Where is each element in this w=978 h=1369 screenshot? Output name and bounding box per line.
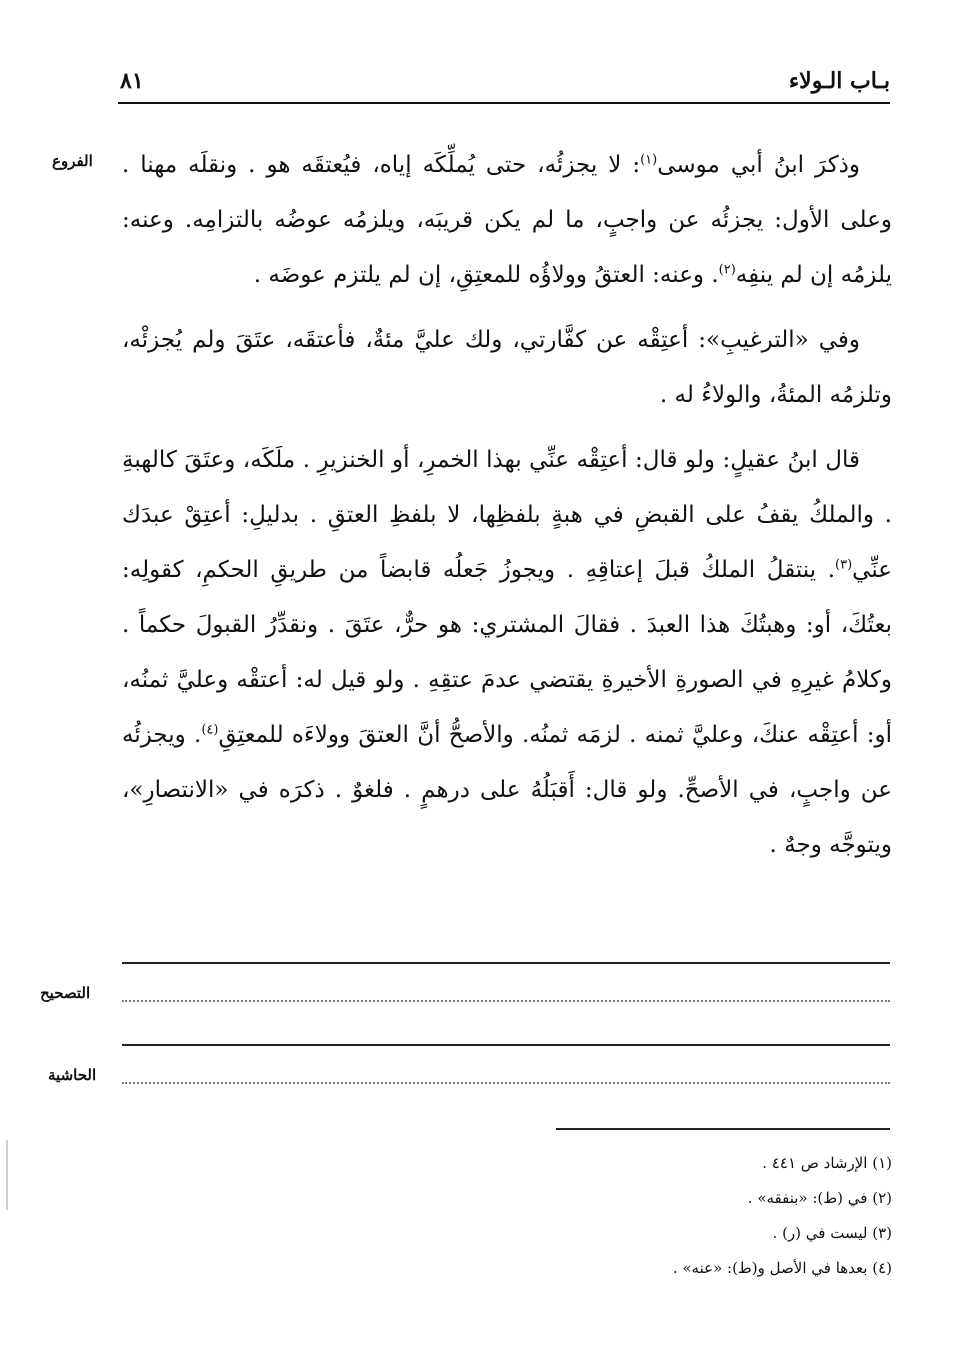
page-number: ٨١ xyxy=(120,68,144,94)
correction-dotted-line xyxy=(122,1000,890,1002)
page-edge-mark xyxy=(6,1140,8,1210)
footnote-2: (٢) في (ط): «بنفقه» . xyxy=(747,1189,892,1207)
header-rule xyxy=(118,102,890,104)
footnote-marker-1[interactable]: (١) xyxy=(640,152,658,168)
paragraph-1 xyxy=(122,138,892,303)
footnote-marker-2[interactable]: (٢) xyxy=(718,262,736,278)
paragraph-3-text-2: . ينتقلُ الملكُ قبلَ إعتاقِهِ . ويجوزُ جَعلُه قابضاً من طريقِ الحكمِ، كقولِه: بعتُكَ، أو: وهبتُكَ هذا العبدَ . فقالَ المشتري: هو حرٌّ، عتَقَ . ونقدِّرُ القبولَ حكماً . وكلامُ غيرِهِ في الصورةِ الأخيرةِ يقتضي عدمَ عتقِهِ . ولو قيل له: أعتقْه وعليَّ ثمنُه، أو: أعتِقْه عنكَ، وعليَّ ثمنه . لزمَه ثمنُه. والأصحُّ أنَّ العتقَ وولاءَه للمعتِقِ xyxy=(122,557,892,748)
footnotes xyxy=(492,1146,892,1286)
chapter-title: بـاب الـولاء xyxy=(788,68,890,94)
paragraph-3 xyxy=(122,433,892,873)
paragraph-1-text-2: : لا يجزئُه، حتى يُملِّكَه إياه، فيُعتقَه هو . ونقلَه مهنا . وعلى الأول: يجزئُه عن واجبٍ، ما لم يكن قريبَه، ويلزمُه عوضُه بالتزامِه. وعنه: يلزمُه إن لم ينفِه xyxy=(122,152,892,288)
annotation-top-rule xyxy=(122,1044,890,1046)
margin-label-branches: الفروع xyxy=(52,152,93,170)
footnote-marker-4[interactable]: (٤) xyxy=(201,722,219,738)
footnote-separator xyxy=(556,1128,890,1130)
footnote-4: (٤) بعدها في الأصل و(ط): «عنه» . xyxy=(672,1259,892,1277)
margin-label-correction: التصحيح xyxy=(40,984,91,1002)
running-header xyxy=(118,68,890,98)
paragraph-2-text-1: وفي «الترغيبِ»: أعتِقْه عن كفَّارتي، ولك عليَّ مئةٌ، فأعتقَه، عتَقَ ولم يُجزئْه، وتلزمُه المئةُ، والولاءُ له . xyxy=(122,327,892,408)
main-text xyxy=(122,138,892,883)
margin-label-annotation: الحاشية xyxy=(48,1066,97,1084)
paragraph-1-text-3: . وعنه: العتقُ وولاؤُه للمعتِقِ، إن لم يلتزم عوضَه . xyxy=(253,262,719,288)
paragraph-1-text-1: وذكرَ ابنُ أبي موسى xyxy=(657,152,861,178)
correction-top-rule xyxy=(122,962,890,964)
footnote-marker-3[interactable]: (٣) xyxy=(835,557,853,573)
footnote-3: (٣) ليست في (ر) . xyxy=(772,1224,892,1242)
paragraph-3-text-3: . ويجزئُه عن واجبٍ، في الأصحِّ. ولو قال: أَقبَلُهُ على درهمٍ . فلغوٌ . ذكرَه في «الانتصارِ»، ويتوجَّه وجهٌ . xyxy=(122,722,892,858)
footnote-1: (١) الإرشاد ص ٤٤١ . xyxy=(762,1154,892,1172)
annotation-dotted-line xyxy=(122,1082,890,1084)
paragraph-3-text-1: قال ابنُ عقيلٍ: ولو قال: أعتِقْه عنِّي بهذا الخمرِ، أو الخنزيرِ . ملَكَه، وعتَقَ كالهبةِ . والملكُ يقفُ على القبضِ في هبةٍ بلفظِها، لا بلفظِ العتقِ . بدليلِ: أعتِقْ عبدَك عنِّي xyxy=(122,447,892,583)
paragraph-2 xyxy=(122,313,892,423)
